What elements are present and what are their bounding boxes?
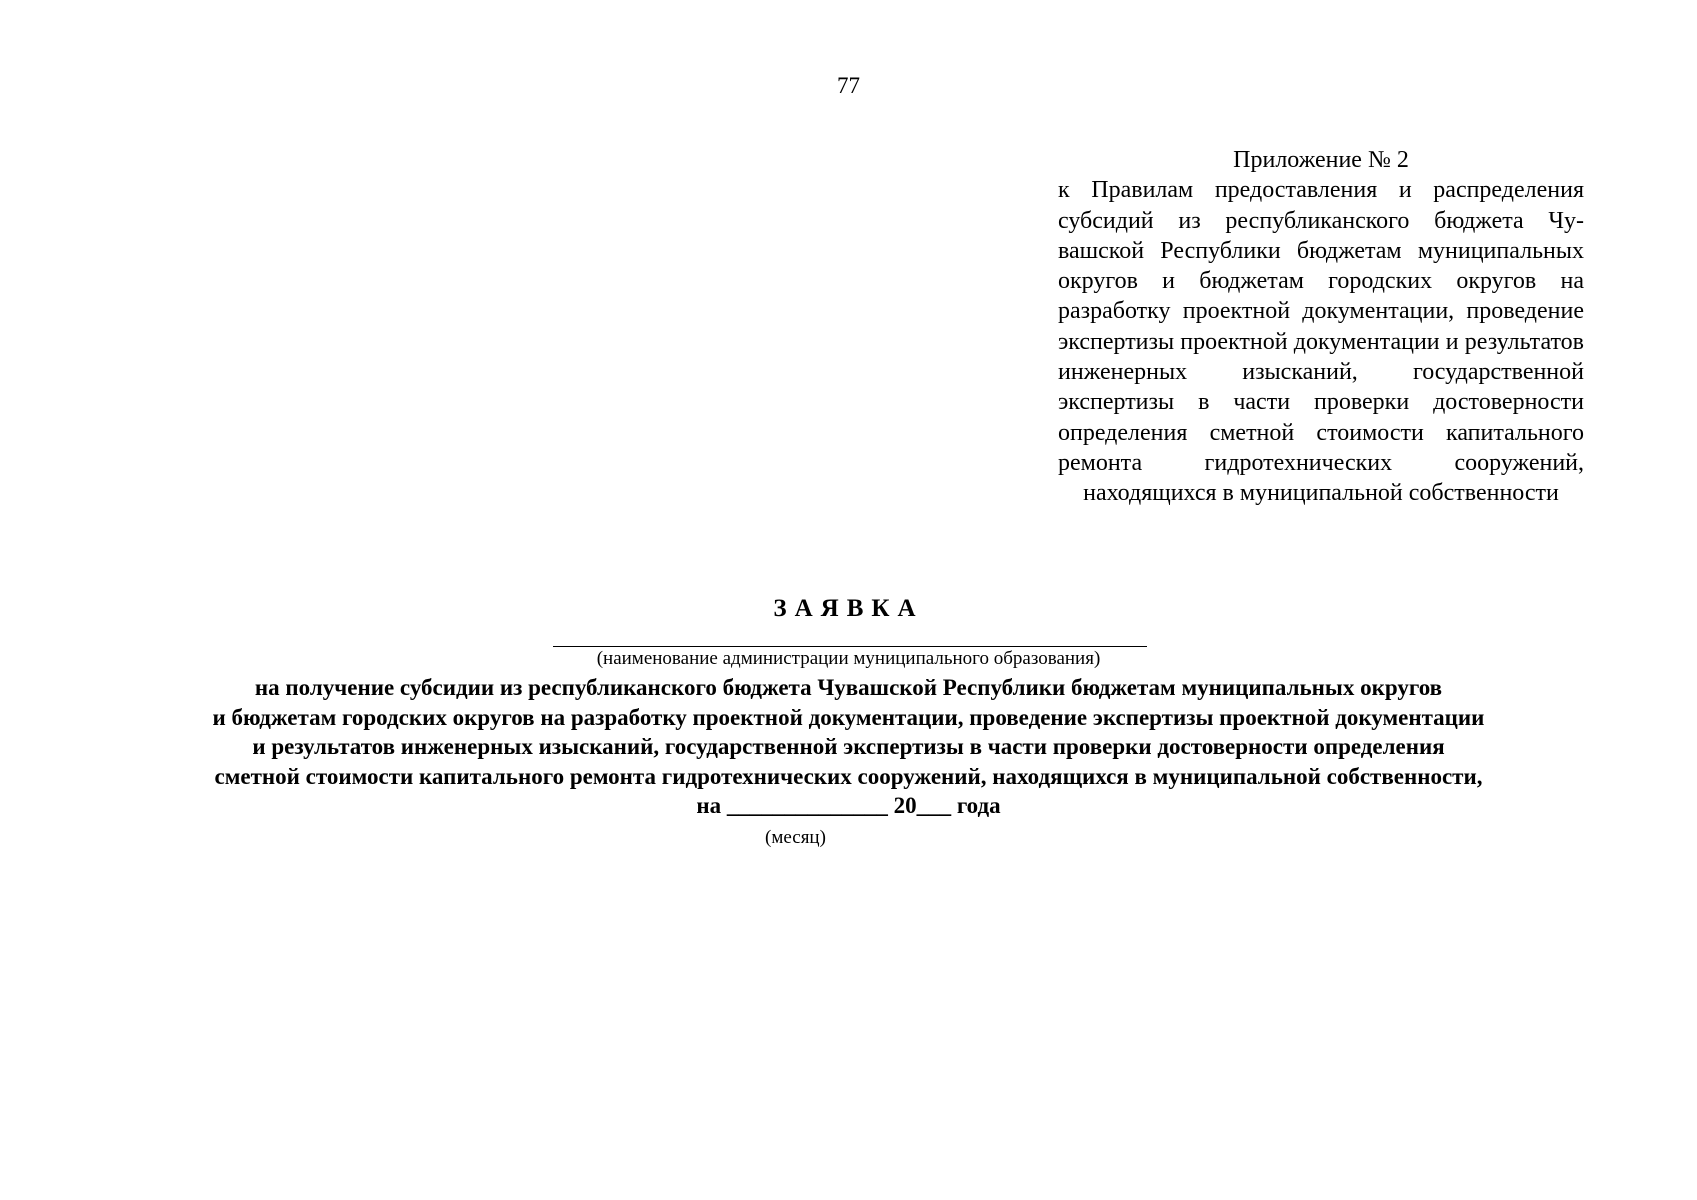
administration-name-caption: (наименование администрации муниципального образования) [596,648,1101,669]
subject-line: сметной стоимости капитального ремонта гидротехнических сооружений, находящихся в муниципальной собственности, [214,763,1483,789]
subject-line: и бюджетам городских округов на разработку проектной документации, проведение экспертизы проектной документации [212,704,1485,730]
application-title: ЗАЯВКА [773,595,924,622]
appendix-block [1058,145,1584,509]
application-subject [60,673,1637,821]
period-line: на ______________ 20___ года [696,793,1001,818]
appendix-text: к Правилам предоставления и распределения субсидий из республиканского бюджета Чувашской Республики бюджетам муниципальных округов и бюджетам городских округов на разработку проектной документации, проведение экспертизы проектной документации и результатов инженерных изысканий, государственной экспертизы в части проверки достоверности определения сметной стоимости капитального ремонта гидротехнических сооружений, находящихся в муниципальной собственности [1058,177,1584,507]
subject-line: и результатов инженерных изысканий, государственной экспертизы в части проверки достоверности определения [252,734,1445,759]
subject-line: на получение субсидии из республиканского бюджета Чувашской Республики бюджетам муниципальных округов [254,675,1443,700]
page-number: 77 [837,73,860,98]
appendix-title: Приложение № 2 [1233,147,1409,173]
month-caption: (месяц) [765,827,826,848]
